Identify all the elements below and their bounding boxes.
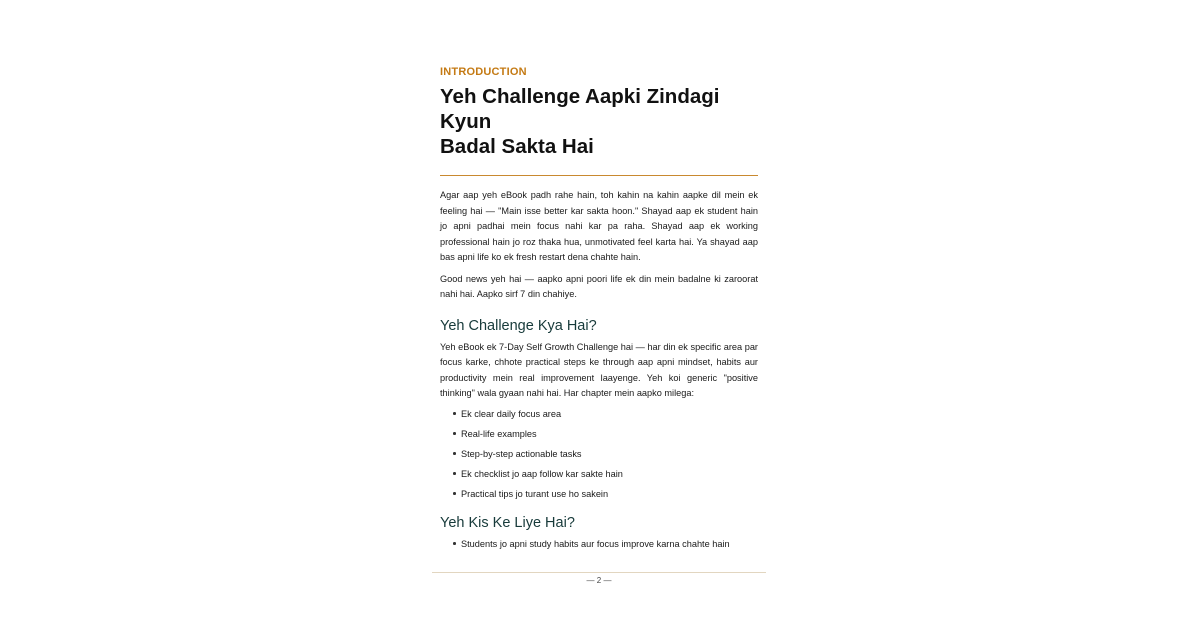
bullet-icon [453, 492, 456, 495]
list-item [440, 488, 758, 500]
list-item-text: Practical tips jo turant use ho sakein [461, 488, 609, 499]
section-eyebrow: INTRODUCTION [440, 66, 527, 78]
list-item [440, 468, 758, 480]
intro-paragraph-1: Agar aap yeh eBook padh rahe hain, toh kahin na kahin aapke dil mein ek feeling hai — "Main isse better kar sakta hoon." Shayad aap ek student hain jo apni padhai mein focus nahi kar pa raha. Shayad aap ek working professional hain jo roz thaka hua, unmotivated feel karta hai. Ya shayad aap bas apni life ko ek fresh restart dena chahte hain. [440, 190, 758, 262]
list-item-text: Real-life examples [461, 428, 537, 439]
bullet-icon [453, 472, 456, 475]
bullet-icon [453, 542, 456, 545]
list-item [440, 428, 758, 440]
bullet-icon [453, 452, 456, 455]
list-item [440, 408, 758, 420]
list-item-text: Students jo apni study habits aur focus improve karna chahte hain [461, 538, 730, 549]
feature-list [440, 408, 758, 500]
ebook-page [432, 0, 766, 630]
list-item [440, 538, 758, 550]
bullet-icon [453, 432, 456, 435]
section-what-paragraph: Yeh eBook ek 7-Day Self Growth Challenge hai — har din ek specific area par focus karke, chhote practical steps ke through aap apni mindset, habits aur productivity mein real improvement laayenge. Yeh koi generic "positive thinking" wala gyaan nahi hai. Har chapter mein aapko milega: [440, 341, 758, 398]
footer-divider [432, 572, 766, 573]
list-item-text: Step-by-step actionable tasks [461, 448, 582, 459]
bullet-icon [453, 412, 456, 415]
audience-list [440, 538, 758, 550]
intro-paragraph-2: Good news yeh hai — aapko apni poori life ek din mein badalne ki zaroorat nahi hai. Aapko sirf 7 din chahiye. [440, 273, 758, 299]
page-title-line-2: Badal Sakta Hai [440, 135, 594, 158]
list-item [440, 448, 758, 460]
list-item-text: Ek checklist jo aap follow kar sakte hain [461, 468, 623, 479]
page-title-line-1: Yeh Challenge Aapki Zindagi Kyun [440, 85, 720, 133]
title-divider [440, 175, 758, 176]
section-heading-what: Yeh Challenge Kya Hai? [440, 317, 597, 334]
page-content [440, 66, 758, 558]
list-item-text: Ek clear daily focus area [461, 408, 562, 419]
page-title [440, 84, 758, 159]
page-number: — 2 — [586, 576, 612, 585]
section-heading-who: Yeh Kis Ke Liye Hai? [440, 514, 575, 531]
